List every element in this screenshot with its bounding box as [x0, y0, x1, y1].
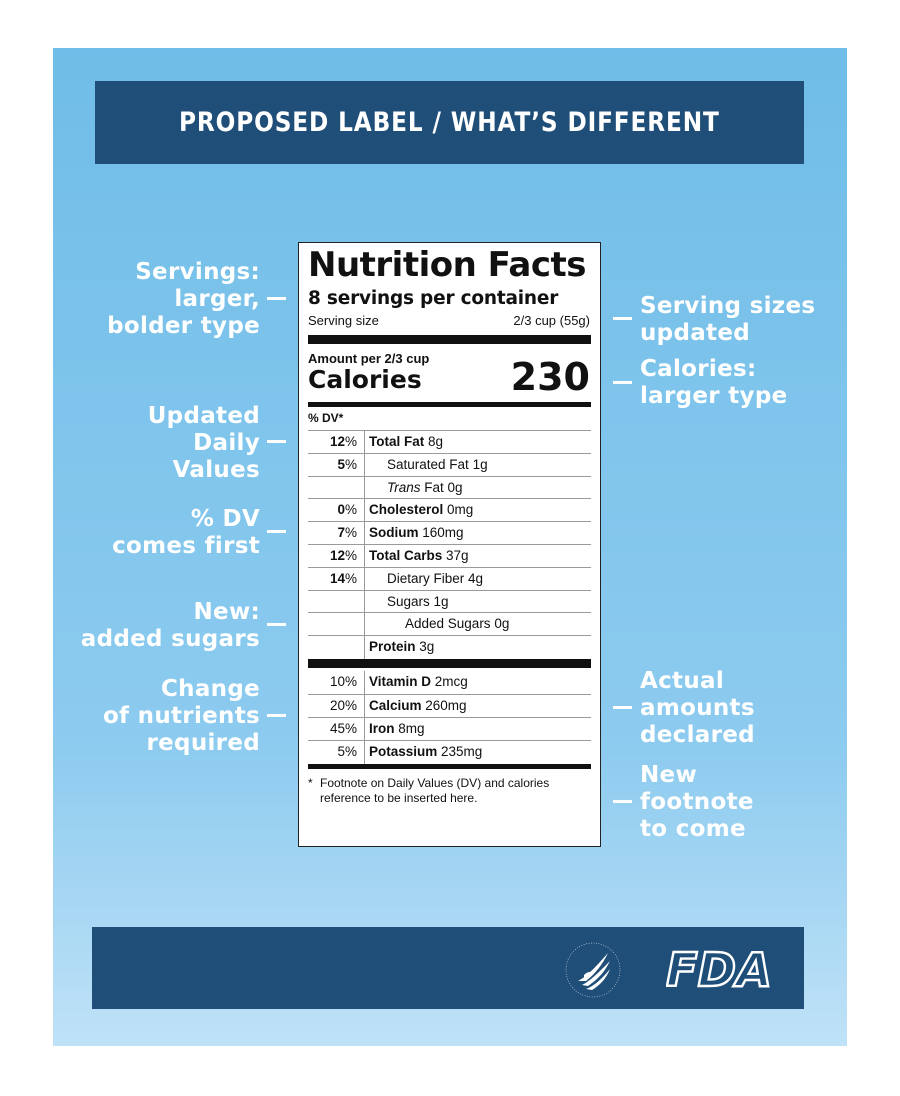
annotation-actual-amounts: Actual amounts declared	[640, 668, 755, 748]
label-title: Nutrition Facts	[308, 245, 586, 285]
annotation-servings: Servings: larger, bolder type	[107, 259, 260, 339]
nutrient-row: 12% Total Carbs 37g	[308, 544, 591, 568]
nutrient-row: 0% Cholesterol 0mg	[308, 498, 591, 522]
thick-rule	[308, 659, 591, 668]
annotation-nutrients-required: Change of nutrients required	[102, 676, 260, 756]
nutrient-row: 7% Sodium 160mg	[308, 521, 591, 545]
annotation-dash	[613, 317, 632, 320]
annotation-new-footnote: New footnote to come	[640, 762, 754, 842]
label-footnote: * Footnote on Daily Values (DV) and calories reference to be inserted here.	[308, 776, 550, 805]
thick-rule	[308, 335, 591, 344]
annotation-added-sugars: New: added sugars	[80, 599, 260, 652]
annotation-serving-sizes: Serving sizes updated	[640, 293, 816, 346]
annotation-updated-dv: Updated Daily Values	[147, 403, 260, 483]
medium-rule	[308, 402, 591, 407]
nutrient-row: Added Sugars 0g	[308, 612, 591, 636]
vitamin-row: 20% Calcium 260mg	[308, 694, 591, 718]
nutrient-row: 12% Total Fat 8g	[308, 430, 591, 454]
amount-per-serving: Amount per 2/3 cup	[308, 351, 430, 366]
vitamin-row: 45% Iron 8mg	[308, 717, 591, 741]
annotation-dash	[613, 381, 632, 384]
nutrient-row: Sugars 1g	[308, 590, 591, 614]
annotation-dash	[267, 530, 286, 533]
hhs-seal-icon	[564, 941, 622, 999]
serving-size-value: 2/3 cup (55g)	[513, 313, 590, 328]
nutrient-row: Trans Fat 0g	[308, 476, 591, 500]
annotation-dash	[267, 297, 286, 300]
servings-per-container: 8 servings per container	[308, 288, 559, 309]
annotation-dash	[613, 706, 632, 709]
fda-logo	[666, 946, 776, 990]
page-title: PROPOSED LABEL / WHAT’S DIFFERENT	[179, 107, 720, 138]
vitamin-row: 5% Potassium 235mg	[308, 740, 591, 764]
annotation-dash	[267, 440, 286, 443]
nutrient-row: 5% Saturated Fat 1g	[308, 453, 591, 477]
title-banner	[95, 81, 804, 164]
serving-size-label: Serving size	[308, 313, 379, 328]
calories-value: 230	[510, 355, 590, 399]
annotation-calories: Calories: larger type	[640, 356, 788, 409]
calories-label: Calories	[308, 365, 422, 394]
annotation-dash	[267, 714, 286, 717]
annotation-dash	[613, 800, 632, 803]
vitamin-row: 10% Vitamin D 2mcg	[308, 671, 591, 694]
nutrition-facts-label	[298, 242, 601, 847]
annotation-dv-first: % DV comes first	[112, 506, 260, 559]
nutrient-row: 14% Dietary Fiber 4g	[308, 567, 591, 591]
nutrient-row: Protein 3g	[308, 635, 591, 659]
dv-header: % DV*	[308, 411, 344, 425]
medium-rule	[308, 764, 591, 769]
annotation-dash	[267, 623, 286, 626]
svg-text:FDA: FDA	[666, 946, 772, 990]
